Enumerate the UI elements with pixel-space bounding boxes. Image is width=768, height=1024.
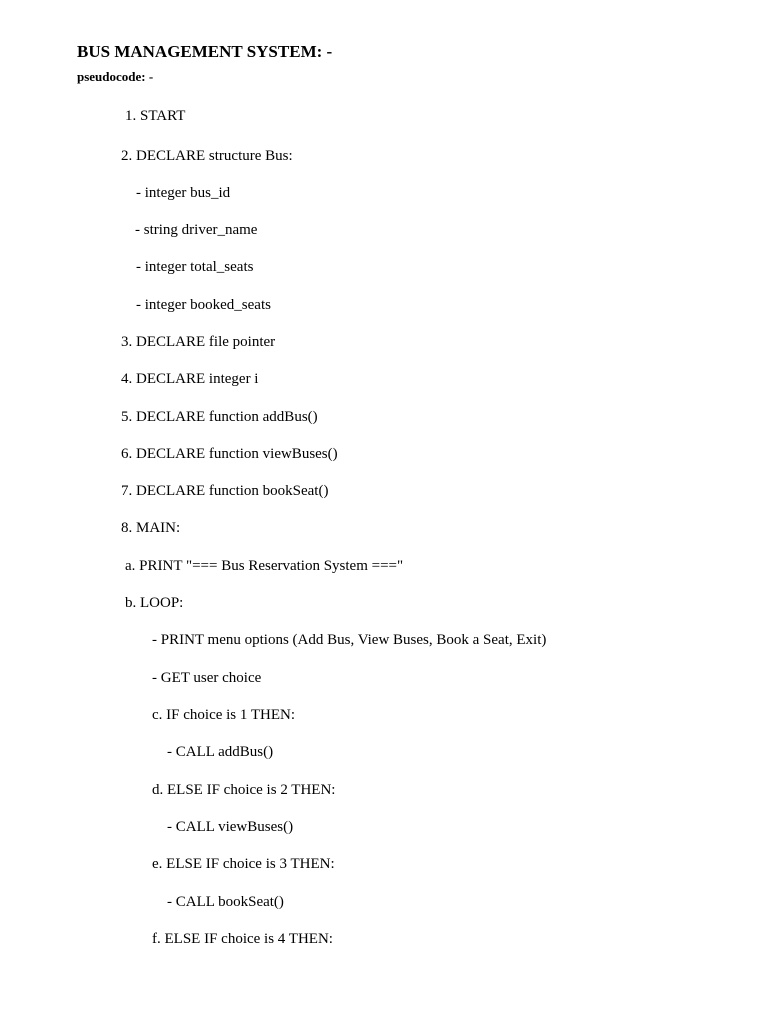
pseudocode-line: 8. MAIN: — [121, 520, 181, 536]
pseudocode-line: 3. DECLARE file pointer — [121, 334, 276, 350]
pseudocode-line: e. ELSE IF choice is 3 THEN: — [152, 856, 335, 872]
document-title: BUS MANAGEMENT SYSTEM: - — [77, 42, 333, 61]
pseudocode-line: a. PRINT "=== Bus Reservation System ===" — [125, 558, 404, 574]
pseudocode-line: b. LOOP: — [125, 595, 184, 611]
pseudocode-line: 4. DECLARE integer i — [121, 371, 259, 387]
pseudocode-line: 5. DECLARE function addBus() — [121, 409, 318, 425]
pseudocode-line: f. ELSE IF choice is 4 THEN: — [152, 931, 333, 947]
pseudocode-line: - CALL bookSeat() — [167, 894, 284, 910]
pseudocode-line: 7. DECLARE function bookSeat() — [121, 483, 329, 499]
pseudocode-line: c. IF choice is 1 THEN: — [152, 707, 296, 723]
pseudocode-line: d. ELSE IF choice is 2 THEN: — [152, 782, 336, 798]
pseudocode-line: 1. START — [125, 108, 186, 124]
pseudocode-line: - integer booked_seats — [136, 297, 271, 313]
pseudocode-line: 2. DECLARE structure Bus: — [121, 148, 293, 164]
pseudocode-line: - PRINT menu options (Add Bus, View Buses, Book a Seat, Exit) — [152, 632, 547, 648]
pseudocode-line: - CALL addBus() — [167, 744, 274, 760]
pseudocode-line: 6. DECLARE function viewBuses() — [121, 446, 338, 462]
pseudocode-line: - GET user choice — [152, 670, 262, 686]
pseudocode-line: - string driver_name — [135, 222, 258, 238]
pseudocode-line: - integer total_seats — [136, 259, 254, 275]
document-subtitle: pseudocode: - — [77, 69, 154, 84]
pseudocode-line: - integer bus_id — [136, 185, 231, 201]
pseudocode-line: - CALL viewBuses() — [167, 819, 294, 835]
